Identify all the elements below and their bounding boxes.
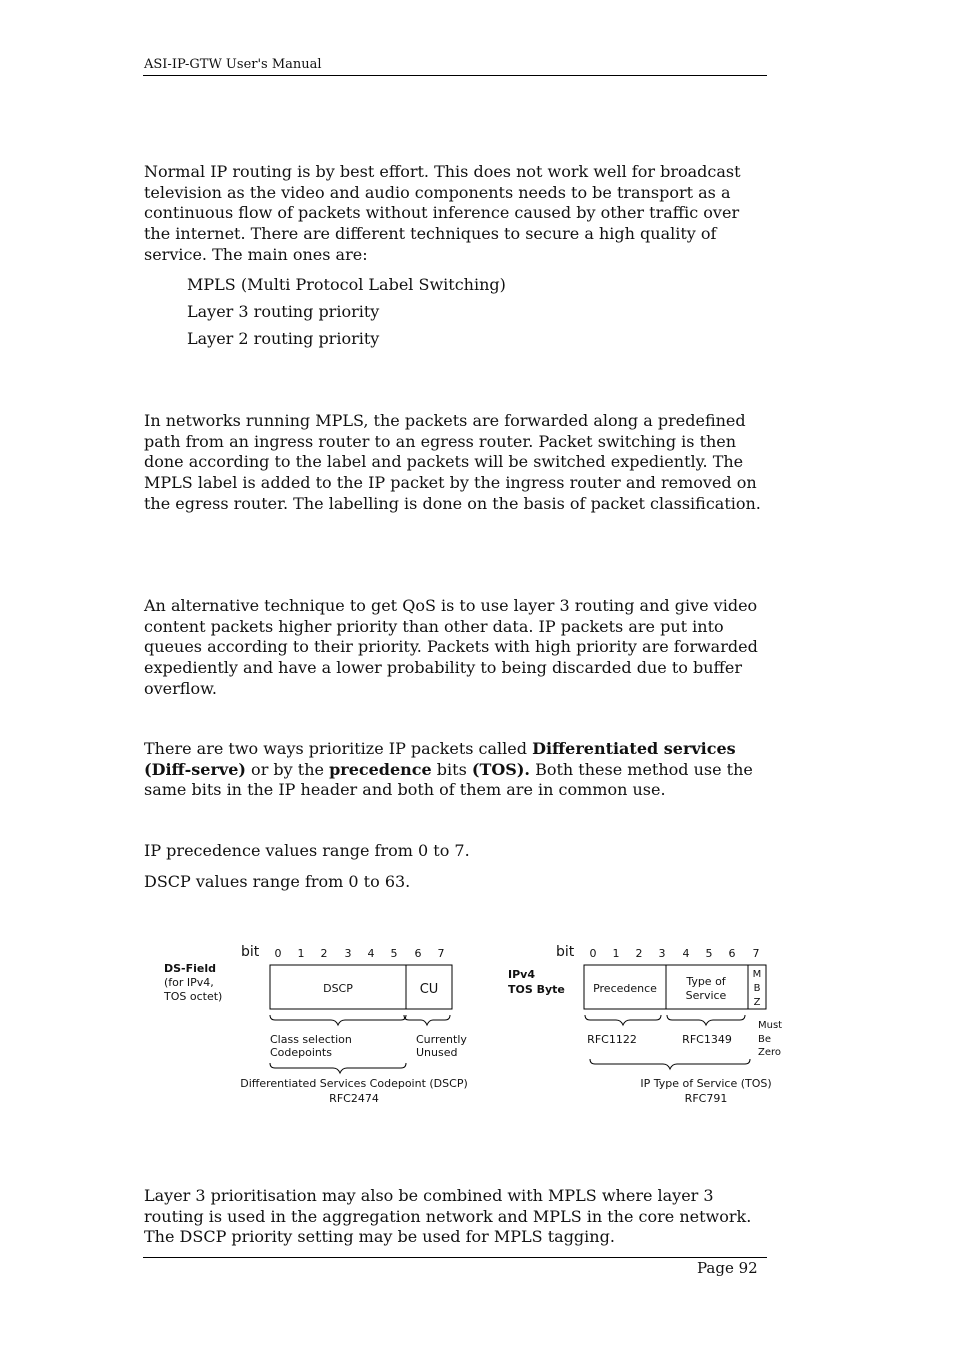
page-number: Page 92 [697,1259,758,1277]
list-item: MPLS (Multi Protocol Label Switching) [187,275,506,294]
list-item: Layer 2 routing priority [187,329,380,348]
running-header: ASI-IP-GTW User's Manual [144,57,322,72]
text-span: bits [431,759,472,779]
precedence-range-text: IP precedence values range from 0 to 7. [144,841,470,860]
bit-number: 5 [390,947,398,960]
bit-number: 1 [297,947,305,960]
ds-field-subtitle: (for IPv4, [164,976,214,989]
bit-number: 2 [635,947,643,960]
text-span: or by the [245,759,330,779]
tos-brace [667,1015,745,1025]
bold-term-precedence: precedence [329,759,432,779]
footer-rule [143,1257,767,1258]
class-selection-brace [270,1015,406,1025]
layer3-paragraph: An alternative technique to get QoS is to use layer 3 routing and give video content packets higher priority than other data. IP packets are put into queues according to their priority. Packets with high priority are forwarded expediently and have a lower probability to being discarded due to buffer overflow. [144,596,758,698]
bit-number: 1 [612,947,620,960]
mbz-description: Be [758,1034,772,1045]
precedence-brace [585,1015,661,1025]
bit-number: 7 [437,947,445,960]
mbz-description: Zero [758,1047,782,1058]
bit-number: 4 [682,947,690,960]
mbz-description: Must [758,1020,783,1031]
bit-number: 2 [320,947,328,960]
list-item: Layer 3 routing priority [187,302,380,321]
cu-brace [404,1015,450,1025]
mbz-letter: B [753,983,761,994]
text-span: Both these method use the same bits in the IP header and both of them are in common use. [144,759,753,800]
tos-rfc-label: RFC791 [684,1092,728,1105]
class-selection-label: Class selection [270,1033,352,1046]
bold-term-tos: (TOS). [471,759,530,779]
bit-number: 5 [705,947,713,960]
tos-footer-label: IP Type of Service (TOS) [640,1077,772,1090]
class-selection-label: Codepoints [270,1046,332,1059]
tos-byte-title: IPv4 [508,968,535,981]
dscp-brace [270,1063,406,1073]
qos-bit-diagram [0,930,954,1120]
dscp-range-text: DSCP values range from 0 to 63. [144,872,411,891]
ds-field-title: DS-Field [164,962,217,975]
tos-total-brace [590,1059,750,1069]
tos-byte-title: TOS Byte [508,983,565,996]
bit-number: 0 [589,947,597,960]
text-span: There are two ways prioritize IP packets called [144,739,533,758]
bit-number: 3 [658,947,666,960]
combined-paragraph: Layer 3 prioritisation may also be combined with MPLS where layer 3 routing is used in the aggregation network and MPLS in the core network. The DSCP priority setting may be used for MPLS tagging. [144,1186,752,1247]
ds-field-subtitle: TOS octet) [164,990,223,1003]
bit-number: 6 [414,947,422,960]
bit-number: 7 [752,947,760,960]
cu-description: Currently [416,1033,467,1046]
rfc1349-label: RFC1349 [682,1033,732,1046]
tos-field-label: Service [685,989,727,1002]
header-rule [143,75,767,76]
bit-number: 0 [274,947,282,960]
tos-field-label: Type of [686,975,726,988]
dscp-field-label: DSCP [323,982,353,995]
prioritize-paragraph [144,739,768,801]
intro-paragraph: Normal IP routing is by best effort. This does not work well for broadcast television as the video and audio components needs to be transport as a continuous flow of packets without inference caused by other traffic over the internet. There are different techniques to secure a high quality of service. The main ones are: [144,162,741,264]
mbz-letter: Z [753,997,761,1008]
rfc1122-label: RFC1122 [587,1033,637,1046]
bold-term-diffserv: Differentiated services (Diff-serve) [144,739,736,779]
bit-number: 3 [344,947,352,960]
mbz-letter: M [752,969,762,980]
dscp-footer-label: Differentiated Services Codepoint (DSCP) [240,1077,468,1090]
bit-number: 4 [367,947,375,960]
bit-label: bit [556,944,575,960]
precedence-field-label: Precedence [593,982,657,995]
mpls-paragraph: In networks running MPLS, the packets are forwarded along a predefined path from an ingress router to an egress router. Packet switching is then done according to the label and packets will be switched expediently. The MPLS label is added to the IP packet by the ingress router and removed on the egress router. The labelling is done on the basis of packet classification. [144,411,761,513]
bit-number: 6 [728,947,736,960]
dscp-rfc-label: RFC2474 [329,1092,379,1105]
cu-description: Unused [416,1046,458,1059]
cu-field-label: CU [419,982,439,997]
bit-label: bit [241,944,260,960]
